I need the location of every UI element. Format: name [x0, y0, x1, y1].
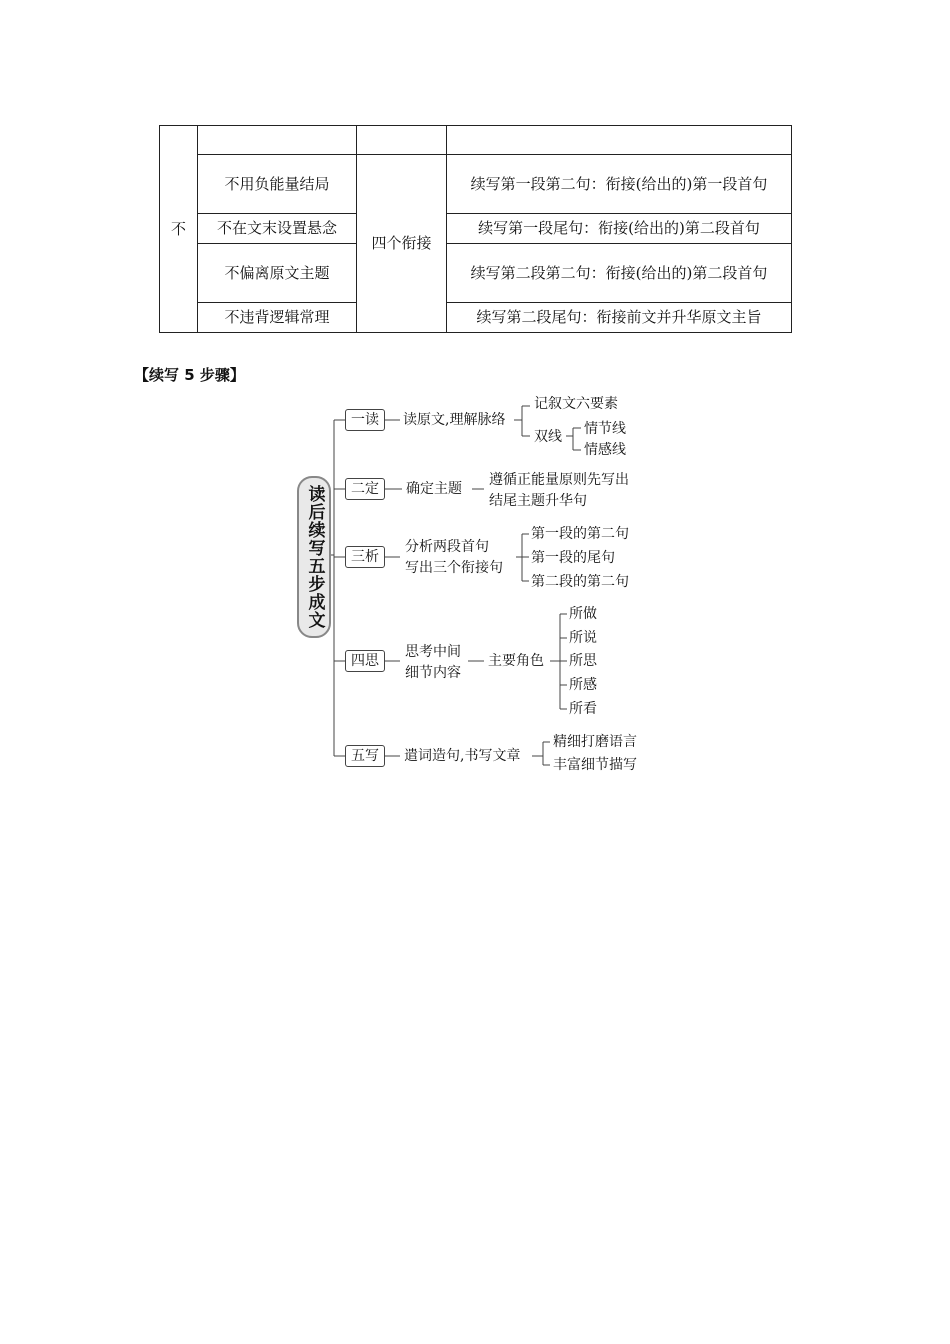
table-row [160, 214, 792, 244]
table-cell-detail: 续写第一段尾句：衔接(给出的)第二段首句 [447, 214, 792, 244]
table-cell-detail: 续写第一段第二句：衔接(给出的)第一段首句 [447, 155, 792, 214]
mind-map-root: 读后续写五步成文 [297, 476, 331, 638]
table-cell-rule: 不偏离原文主题 [198, 244, 357, 303]
mid-text: 主要角色 [488, 653, 544, 669]
table-cell-detail: 续写第二段第二句：衔接(给出的)第二段首句 [447, 244, 792, 303]
table-cell-rule: 不在文末设置悬念 [198, 214, 357, 244]
leaf-text: 第一段的尾句 [531, 550, 615, 566]
leaf-text: 情节线 [584, 421, 626, 437]
step-text: 确定主题 [406, 481, 462, 497]
table-row [160, 126, 792, 155]
leaf-text: 所说 [569, 630, 597, 646]
step-box-write: 五写 [345, 745, 385, 767]
table-cell-connector: 四个衔接 [357, 155, 447, 333]
leaf-text: 所感 [569, 677, 597, 693]
table-cell-bu: 不 [160, 126, 198, 333]
leaf-text: 所思 [569, 653, 597, 669]
table-cell [198, 126, 357, 155]
step-box-decide: 二定 [345, 478, 385, 500]
table-row [160, 244, 792, 303]
table-cell-detail: 续写第二段尾句：衔接前文并升华原文主旨 [447, 303, 792, 333]
table-cell [447, 126, 792, 155]
section-heading: 【续写 5 步骤】 [134, 366, 245, 384]
step-text: 分析两段首句 [405, 539, 489, 555]
step-text: 遣词造句,书写文章 [404, 748, 521, 764]
step-box-analyze: 三析 [345, 546, 385, 568]
leaf-text: 丰富细节描写 [553, 757, 637, 773]
leaf-text: 情感线 [584, 442, 626, 458]
table-cell-rule: 不违背逻辑常理 [198, 303, 357, 333]
table-cell [357, 126, 447, 155]
step-box-read: 一读 [345, 409, 385, 431]
table-row [160, 155, 792, 214]
table-row [160, 303, 792, 333]
rules-table [159, 125, 792, 333]
step-text: 读原文,理解脉络 [403, 412, 506, 428]
table-cell-rule: 不用负能量结局 [198, 155, 357, 214]
step-text: 细节内容 [405, 665, 461, 681]
step-text: 写出三个衔接句 [405, 560, 503, 576]
leaf-text: 第一段的第二句 [531, 526, 629, 542]
leaf-text: 遵循正能量原则先写出 [489, 472, 629, 488]
leaf-text: 记叙文六要素 [534, 396, 618, 412]
step-box-think: 四思 [345, 650, 385, 672]
leaf-text: 结尾主题升华句 [489, 493, 587, 509]
step-text: 思考中间 [405, 644, 461, 660]
leaf-text: 第二段的第二句 [531, 574, 629, 590]
leaf-text: 所做 [569, 606, 597, 622]
leaf-text: 所看 [569, 701, 597, 717]
leaf-text: 双线 [534, 429, 562, 445]
leaf-text: 精细打磨语言 [553, 734, 637, 750]
